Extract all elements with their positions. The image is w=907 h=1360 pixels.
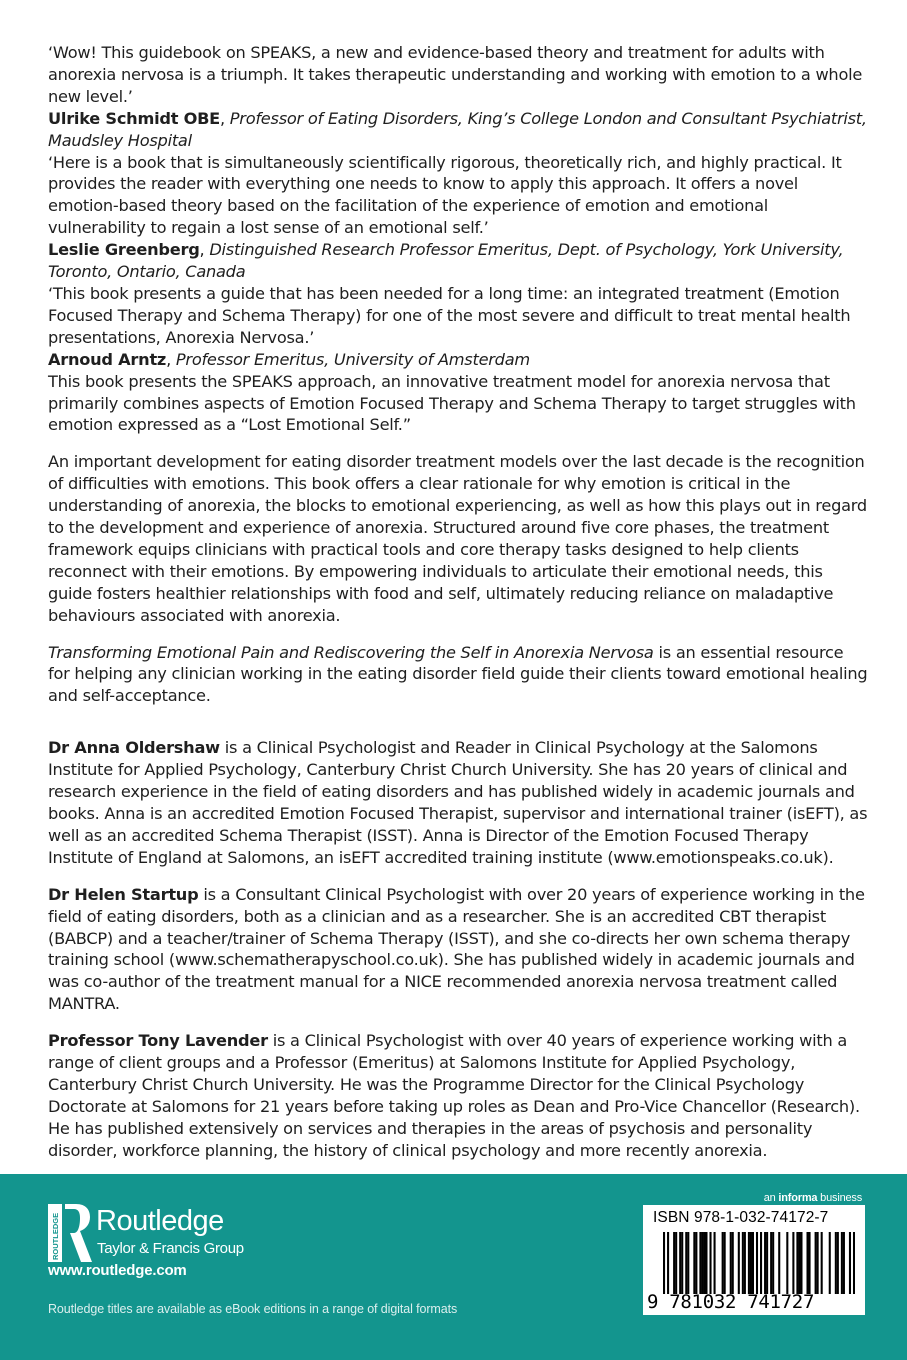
endorser-name: Leslie Greenberg xyxy=(48,240,200,260)
barcode-bar xyxy=(750,1232,752,1294)
barcode-bar xyxy=(693,1232,695,1294)
barcode-bar xyxy=(809,1232,811,1294)
barcode-bar xyxy=(837,1232,839,1294)
barcode-bar xyxy=(681,1232,683,1294)
barcode-bar xyxy=(744,1232,746,1294)
publisher-footer xyxy=(0,1174,907,1360)
barcode-bar xyxy=(695,1232,697,1294)
barcode-bar xyxy=(843,1232,845,1294)
barcode-bar xyxy=(764,1232,766,1294)
barcode-bar xyxy=(673,1232,675,1294)
barcode-bar xyxy=(709,1232,711,1294)
barcode-bar xyxy=(800,1232,802,1294)
barcode-bar xyxy=(772,1232,774,1294)
endorsement-quote: ‘This book presents a guide that has been needed for a long time: an integrated treatment (Emotion Focused Therapy and Schema Therapy) for one of the most severe and difficult to treat mental health presentations, Anorexia Nervosa.’ xyxy=(48,283,851,347)
barcode-bar xyxy=(786,1232,788,1294)
barcode-bar xyxy=(701,1232,703,1294)
routledge-logo-icon xyxy=(48,1204,92,1262)
author-bio-3 xyxy=(48,1030,868,1161)
barcode-bar xyxy=(752,1232,754,1294)
author-name: Dr Helen Startup xyxy=(48,884,199,904)
endorser-role: Distinguished Research Professor Emeritus, Dept. of Psychology, York University, Toronto, Ontario, Canada xyxy=(48,240,844,282)
author-bio-1 xyxy=(48,737,868,868)
blurb-paragraph-3 xyxy=(48,642,868,708)
ean-digits: 9 781032 741727 xyxy=(647,1291,815,1313)
barcode-bar xyxy=(817,1232,819,1294)
author-bio-text: is a Consultant Clinical Psychologist with over 20 years of experience working in the field of eating disorders, both as a clinician and as a researcher. She is an accredited CBT therapist (BABCP) and a teacher/trainer of Schema Therapy (ISST), and she co-directs her own schema therapy training school (www.schematherapyschool.co.uk). She has published widely in academic journals and was co-author of the treatment manual for a NICE recommended anorexia nervosa treatment called MANTRA. xyxy=(48,884,865,1014)
endorsement-2: ‘Here is a book that is simultaneously scientifically rigorous, theoretically rich, and highly practical. It provides the reader with everything one needs to know to apply this approach. It offers a novel emotion-based theory based on the facilitation of the experience of emotion and emotional vulnerability to regain a lost sense of an emotional self.’ Leslie Greenberg, Distinguished Research Professor Emeritus, Dept. of Psychology, York University, Toronto, Ontario, Canada xyxy=(48,152,844,282)
author-bio-text: is a Clinical Psychologist with over 40 years of experience working with a range of client groups and a Professor (Emeritus) at Salomons Institute for Applied Psychology, Canterbury Christ Church University. He was the Programme Director for the Clinical Psychology Doctorate at Salomons for 21 years before taking up roles as Dean and Pro-Vice Chancellor (Research). He has published extensively on services and therapies in the areas of psychosis and personality disorder, workforce planning, the history of clinical psychology and more recently anorexia. xyxy=(48,1031,860,1160)
barcode-bar xyxy=(685,1232,687,1294)
logo-vertical-text: ROUTLEDGE xyxy=(51,1212,60,1260)
barcode-bar xyxy=(730,1232,732,1294)
endorsement-quote: ‘Here is a book that is simultaneously scientifically rigorous, theoretically rich, and highly practical. It provides the reader with everything one needs to know to apply this approach. It offers a novel emotion-based theory based on the facilitation of the experience of emotion and emotional vulnerability to regain a lost sense of an emotional self.’ xyxy=(48,152,842,238)
endorser-name: Ulrike Schmidt OBE xyxy=(48,108,220,128)
barcode-bar xyxy=(806,1232,808,1294)
back-cover-text xyxy=(48,42,868,1177)
barcode-bar xyxy=(705,1232,707,1294)
barcode-bar xyxy=(760,1232,762,1294)
barcode-bar xyxy=(849,1232,851,1294)
isbn-number: ISBN 978-1-032-74172-7 xyxy=(653,1209,829,1226)
endorsement-3: ‘This book presents a guide that has been needed for a long time: an integrated treatment (Emotion Focused Therapy and Schema Therapy) for one of the most severe and difficult to treat mental health presentations, Anorexia Nervosa.’ Arnoud Arntz, Professor Emeritus, University of Amsterdam xyxy=(48,283,851,369)
barcode-bar xyxy=(714,1232,716,1294)
informa-prefix: an xyxy=(763,1192,779,1204)
publisher-name: Routledge xyxy=(96,1205,224,1237)
barcode-bar xyxy=(699,1232,701,1294)
publisher-url[interactable]: www.routledge.com xyxy=(48,1262,187,1279)
barcode-bar xyxy=(796,1232,798,1294)
blurb-paragraph-1: This book presents the SPEAKS approach, an innovative treatment model for anorexia nervosa that primarily combines aspects of Emotion Focused Therapy and Schema Therapy to target struggles with emotion expressed as a “Lost Emotional Self.” xyxy=(48,371,856,435)
barcode-bar xyxy=(821,1232,823,1294)
blurb-paragraph-3-rest: is an essential resource for helping any clinician working in the eating disorder field guide their clients toward emotional healing and self-acceptance. xyxy=(48,642,868,706)
barcode-bar xyxy=(766,1232,768,1294)
barcode-bar xyxy=(792,1232,794,1294)
barcode-bar xyxy=(732,1232,734,1294)
barcode-bar xyxy=(679,1232,681,1294)
barcode-bar xyxy=(798,1232,800,1294)
book-title: Transforming Emotional Pain and Rediscovering the Self in Anorexia Nervosa xyxy=(48,642,654,662)
barcode-bar xyxy=(738,1232,740,1294)
barcode-bar xyxy=(687,1232,689,1294)
barcode-bar xyxy=(835,1232,837,1294)
barcode-bar xyxy=(667,1232,669,1294)
barcode-bar xyxy=(756,1232,758,1294)
barcode-bar xyxy=(663,1232,665,1294)
barcode-bar xyxy=(724,1232,726,1294)
endorsement-quote: ‘Wow! This guidebook on SPEAKS, a new and evidence-based theory and treatment for adults with anorexia nervosa is a triumph. It takes therapeutic understanding and working with emotion to a whole new level.’ xyxy=(48,43,863,106)
informa-suffix: business xyxy=(817,1192,862,1204)
barcode-bar xyxy=(778,1232,780,1294)
barcode-bar xyxy=(829,1232,831,1294)
endorser-role: Professor Emeritus, University of Amsterdam xyxy=(175,349,530,369)
endorser-role: Professor of Eating Disorders, King’s College London and Consultant Psychiatrist, Maudsley Hospital xyxy=(48,108,867,150)
ebook-note: Routledge titles are available as eBook editions in a range of digital formats xyxy=(48,1302,458,1316)
barcode-bar xyxy=(770,1232,772,1294)
blurb-paragraph-2: An important development for eating disorder treatment models over the last decade is the recognition of difficulties with emotions. This book offers a clear rationale for why emotion is critical in the understanding of anorexia, the blocks to emotional experiencing, as well as how this plays out in regard to the development and experience of anorexia. Structured around five core phases, the treatment framework equips clinicians with practical tools and core therapy tasks designed to help clients reconnect with their emotions. By empowering individuals to articulate their emotional needs, this guide fosters healthier relationships with food and self, ultimately reducing reliance on maladaptive behaviours associated with anorexia. xyxy=(48,452,867,625)
informa-brand: informa xyxy=(778,1192,818,1204)
barcode-bar xyxy=(722,1232,724,1294)
informa-tagline xyxy=(764,1192,862,1205)
barcode-bars xyxy=(663,1232,855,1294)
author-name: Dr Anna Oldershaw xyxy=(48,738,220,758)
endorser-name: Arnoud Arntz xyxy=(48,349,167,369)
barcode-bar xyxy=(675,1232,677,1294)
barcode-bar xyxy=(742,1232,744,1294)
barcode-bar xyxy=(703,1232,705,1294)
endorsement-1: ‘Wow! This guidebook on SPEAKS, a new and evidence-based theory and treatment for adults with anorexia nervosa is a triumph. It takes therapeutic understanding and working with emotion to a whole new level.’ Ulrike Schmidt OBE, Professor of Eating Disorders, King’s College London and Consultant Psychiatrist, Maudsley Hospital xyxy=(48,43,867,150)
author-name: Professor Tony Lavender xyxy=(48,1031,268,1051)
author-bio-2 xyxy=(48,884,868,1015)
barcode-bar xyxy=(748,1232,750,1294)
isbn-barcode xyxy=(643,1205,865,1315)
author-bio-text: is a Clinical Psychologist and Reader in Clinical Psychology at the Salomons Institute for Applied Psychology, Canterbury Christ Church University. She has 20 years of clinical and research experience in the field of eating disorders and has published widely in academic journals and books. Anna is an accredited Emotion Focused Therapist, supervisor and international trainer (isEFT), as well as an accredited Schema Therapist (ISST). Anna is Director of the Emotion Focused Therapy Institute of England at Salomons, an isEFT accredited training institute (www.emotionspeaks.co.uk). xyxy=(48,738,868,867)
publisher-group: Taylor & Francis Group xyxy=(97,1240,244,1257)
barcode-bar xyxy=(841,1232,843,1294)
barcode-bar xyxy=(815,1232,817,1294)
barcode-bar xyxy=(853,1232,855,1294)
